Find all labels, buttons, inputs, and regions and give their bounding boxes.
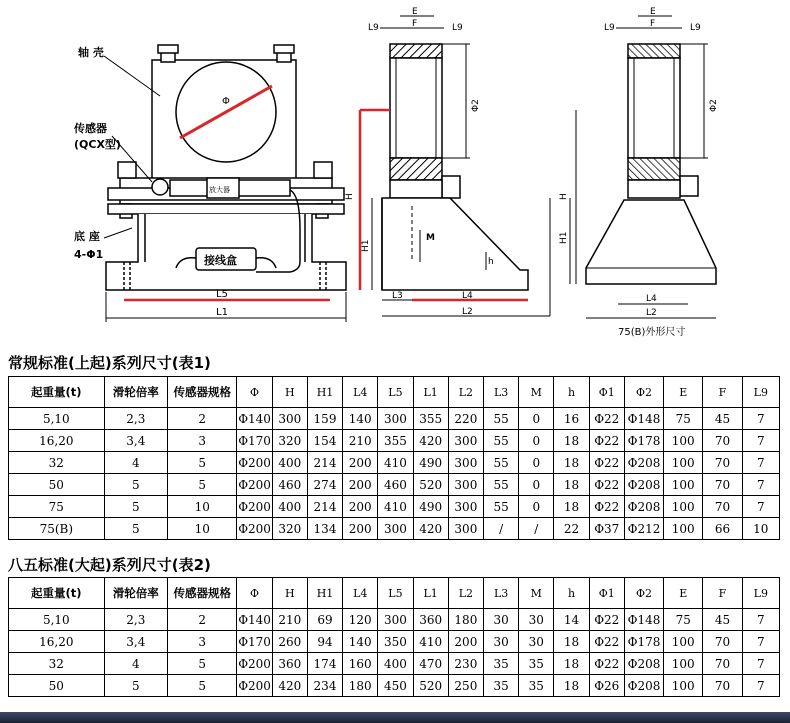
- table-cell: 2: [168, 408, 237, 430]
- table-cell: 55: [483, 408, 518, 430]
- table-cell: 7: [742, 452, 779, 474]
- table2-header-cell: L1: [413, 578, 448, 609]
- dim-right-l2: L2: [646, 308, 657, 318]
- table-cell: /: [519, 518, 554, 540]
- table-cell: 75: [664, 408, 703, 430]
- table-cell: 7: [742, 408, 779, 430]
- table-cell: 70: [703, 452, 742, 474]
- table-cell: 100: [664, 430, 703, 452]
- dim-mid-f: F: [412, 19, 418, 29]
- table-cell: 3,4: [104, 430, 167, 452]
- table-cell: 320: [272, 518, 307, 540]
- table-cell: 22: [554, 518, 589, 540]
- table1-header-cell: H: [272, 377, 307, 408]
- table1-header-cell: M: [519, 377, 554, 408]
- table-cell: 420: [413, 430, 448, 452]
- table-cell: 30: [519, 609, 554, 631]
- table-cell: 140: [343, 408, 378, 430]
- table2-header-cell: H: [272, 578, 307, 609]
- table-cell: 50: [9, 675, 105, 697]
- table-cell: 32: [9, 452, 105, 474]
- table-cell: 360: [413, 609, 448, 631]
- table1-header-cell: 起重量(t): [9, 377, 105, 408]
- table-cell: 140: [343, 631, 378, 653]
- table-cell: 7: [742, 496, 779, 518]
- table-cell: Φ208: [624, 452, 663, 474]
- table-cell: 18: [554, 452, 589, 474]
- table-cell: Φ178: [624, 430, 663, 452]
- table-cell: 35: [483, 653, 518, 675]
- table1-header-cell: 滑轮倍率: [104, 377, 167, 408]
- table-cell: Φ148: [624, 408, 663, 430]
- table-cell: 300: [378, 609, 413, 631]
- table-row: [9, 452, 780, 474]
- table2-header-cell: F: [703, 578, 742, 609]
- table-cell: 0: [519, 430, 554, 452]
- callout-sensor-model: (QCX型): [74, 138, 121, 151]
- table1-body: [9, 408, 780, 540]
- table2-header-cell: L5: [378, 578, 413, 609]
- table1-header-cell: F: [703, 377, 742, 408]
- table-cell: 75(B): [9, 518, 105, 540]
- table-cell: 35: [519, 675, 554, 697]
- table-cell: 94: [307, 631, 342, 653]
- table-cell: Φ208: [624, 474, 663, 496]
- table-cell: 70: [703, 474, 742, 496]
- dim-right-l4: L4: [646, 294, 657, 304]
- table-cell: /: [483, 518, 518, 540]
- table2-header-cell: 传感器规格: [168, 578, 237, 609]
- table1: [8, 376, 780, 540]
- table-cell: Φ200: [237, 474, 272, 496]
- table-cell: 5: [168, 452, 237, 474]
- dim-l5: L5: [216, 289, 228, 300]
- table2-header-cell: 起重量(t): [9, 578, 105, 609]
- dim-mid-m: M: [426, 233, 435, 243]
- table-cell: 70: [703, 496, 742, 518]
- table-cell: Φ22: [589, 474, 624, 496]
- dim-diameter: Φ: [222, 96, 230, 107]
- dim-mid-h1: H1: [361, 239, 371, 252]
- table-cell: 260: [272, 631, 307, 653]
- table-cell: 460: [378, 474, 413, 496]
- table1-title: 常规标准(上起)系列尺寸(表1): [8, 354, 211, 372]
- table-cell: 55: [483, 496, 518, 518]
- table-cell: Φ208: [624, 653, 663, 675]
- table-cell: 30: [483, 609, 518, 631]
- table-cell: 450: [378, 675, 413, 697]
- table2-header-cell: Φ2: [624, 578, 663, 609]
- table-cell: 2,3: [104, 609, 167, 631]
- table2: [8, 577, 780, 697]
- table-row: [9, 653, 780, 675]
- table-cell: 200: [343, 452, 378, 474]
- table-cell: 214: [307, 452, 342, 474]
- table-cell: Φ170: [237, 430, 272, 452]
- table-cell: 4: [104, 653, 167, 675]
- table-row: [9, 631, 780, 653]
- table-cell: 70: [703, 430, 742, 452]
- table-cell: 5,10: [9, 609, 105, 631]
- technical-drawings: [0, 0, 790, 350]
- table-cell: 160: [343, 653, 378, 675]
- table-cell: 460: [272, 474, 307, 496]
- table-cell: 220: [448, 408, 483, 430]
- table-cell: 355: [378, 430, 413, 452]
- table2-header-cell: L4: [343, 578, 378, 609]
- table-cell: 18: [554, 653, 589, 675]
- table-cell: 7: [742, 430, 779, 452]
- dim-mid-phi2: Φ2: [471, 99, 481, 112]
- table-row: [9, 518, 780, 540]
- table-cell: Φ208: [624, 496, 663, 518]
- table-cell: 66: [703, 518, 742, 540]
- table-cell: Φ22: [589, 408, 624, 430]
- table-cell: Φ208: [624, 675, 663, 697]
- dim-mid-e: E: [412, 7, 418, 17]
- table-cell: 154: [307, 430, 342, 452]
- callout-shell: 轴 壳: [78, 46, 104, 59]
- callout-holes: 4-Φ1: [74, 248, 104, 261]
- table-cell: 300: [448, 518, 483, 540]
- table-cell: 0: [519, 474, 554, 496]
- table2-header-cell: L3: [483, 578, 518, 609]
- table1-header-cell: Φ: [237, 377, 272, 408]
- table-cell: 55: [483, 452, 518, 474]
- table-cell: 490: [413, 496, 448, 518]
- dim-mid-l9a: L9: [368, 23, 379, 33]
- table-row: [9, 408, 780, 430]
- table-cell: 400: [272, 452, 307, 474]
- table-cell: 490: [413, 452, 448, 474]
- table-cell: 30: [483, 631, 518, 653]
- table2-header-cell: H1: [307, 578, 342, 609]
- table-cell: 400: [378, 653, 413, 675]
- label-junction-box: 接线盒: [204, 254, 237, 267]
- table-cell: 5: [104, 675, 167, 697]
- table1-header-cell: 传感器规格: [168, 377, 237, 408]
- table-cell: 360: [272, 653, 307, 675]
- table-cell: Φ22: [589, 452, 624, 474]
- table1-header-cell: E: [664, 377, 703, 408]
- table-cell: 230: [448, 653, 483, 675]
- dim-mid-l9b: L9: [452, 23, 463, 33]
- table-cell: 0: [519, 452, 554, 474]
- 75b-view-drawing: [570, 16, 716, 318]
- callout-sensor: 传感器: [74, 122, 107, 135]
- table-cell: 300: [378, 408, 413, 430]
- table-cell: 234: [307, 675, 342, 697]
- table-cell: 400: [272, 496, 307, 518]
- table-cell: 7: [742, 631, 779, 653]
- table-cell: 180: [448, 609, 483, 631]
- table-cell: 470: [413, 653, 448, 675]
- dim-l1: L1: [216, 307, 228, 318]
- table-cell: 100: [664, 518, 703, 540]
- table-cell: Φ148: [624, 609, 663, 631]
- table-cell: Φ22: [589, 631, 624, 653]
- table-cell: 7: [742, 609, 779, 631]
- table-cell: 16,20: [9, 631, 105, 653]
- dim-right-f: F: [650, 19, 656, 29]
- table-cell: Φ26: [589, 675, 624, 697]
- table-cell: 5: [168, 653, 237, 675]
- table-cell: 30: [519, 631, 554, 653]
- table-row: [9, 474, 780, 496]
- table-cell: 300: [378, 518, 413, 540]
- bottom-bar: [0, 712, 790, 723]
- dim-right-h1: H1: [559, 231, 569, 244]
- table-cell: Φ140: [237, 609, 272, 631]
- table-cell: 70: [703, 653, 742, 675]
- table-cell: Φ178: [624, 631, 663, 653]
- table2-header-cell: Φ1: [589, 578, 624, 609]
- dim-right-h: H: [559, 193, 569, 200]
- table2-header-cell: L9: [742, 578, 779, 609]
- table-cell: 410: [378, 452, 413, 474]
- table-cell: 5: [104, 518, 167, 540]
- table1-header-cell: L5: [378, 377, 413, 408]
- table-cell: 35: [483, 675, 518, 697]
- table-cell: 18: [554, 675, 589, 697]
- table-row: [9, 609, 780, 631]
- table1-header-row: [9, 377, 780, 408]
- table1-header-cell: L4: [343, 377, 378, 408]
- table-cell: 300: [448, 474, 483, 496]
- table-cell: 210: [272, 609, 307, 631]
- table-cell: 5,10: [9, 408, 105, 430]
- table-cell: 180: [343, 675, 378, 697]
- table-cell: 100: [664, 452, 703, 474]
- callout-base: 底 座: [74, 230, 100, 243]
- table-cell: 70: [703, 631, 742, 653]
- table-cell: 0: [519, 408, 554, 430]
- table-cell: 100: [664, 474, 703, 496]
- table-cell: 159: [307, 408, 342, 430]
- table2-header-cell: E: [664, 578, 703, 609]
- dim-mid-l4: L4: [462, 291, 473, 301]
- table1-header-cell: h: [554, 377, 589, 408]
- label-amplifier: 放大器: [209, 186, 230, 194]
- table-cell: Φ200: [237, 653, 272, 675]
- table-cell: 7: [742, 675, 779, 697]
- table-row: [9, 675, 780, 697]
- table2-header-cell: Φ: [237, 578, 272, 609]
- table1-header-cell: Φ2: [624, 377, 663, 408]
- table-cell: Φ200: [237, 675, 272, 697]
- table-cell: 0: [519, 496, 554, 518]
- table-cell: Φ22: [589, 653, 624, 675]
- table-cell: 100: [664, 496, 703, 518]
- table-cell: 174: [307, 653, 342, 675]
- table-cell: 200: [343, 518, 378, 540]
- table-cell: 7: [742, 653, 779, 675]
- table-cell: 2,3: [104, 408, 167, 430]
- table-cell: 45: [703, 408, 742, 430]
- table-cell: 10: [742, 518, 779, 540]
- table-cell: 55: [483, 430, 518, 452]
- table-cell: 5: [104, 496, 167, 518]
- dim-mid-l2: L2: [462, 307, 473, 317]
- table-cell: 100: [664, 653, 703, 675]
- table1-header-cell: L2: [448, 377, 483, 408]
- table-cell: 320: [272, 430, 307, 452]
- table-cell: 2: [168, 609, 237, 631]
- table-cell: 134: [307, 518, 342, 540]
- table1-header-cell: Φ1: [589, 377, 624, 408]
- side-view-drawing: [360, 16, 550, 316]
- table-cell: 214: [307, 496, 342, 518]
- table-cell: 200: [448, 631, 483, 653]
- table-row: [9, 430, 780, 452]
- table-cell: 5: [168, 675, 237, 697]
- table-cell: 50: [9, 474, 105, 496]
- dim-right-l9b: L9: [690, 23, 701, 33]
- table-cell: 410: [378, 496, 413, 518]
- dim-right-e: E: [650, 7, 656, 17]
- table-cell: 16: [554, 408, 589, 430]
- table-cell: 5: [104, 474, 167, 496]
- table1-header-cell: H1: [307, 377, 342, 408]
- table-cell: 300: [448, 430, 483, 452]
- table-cell: 3: [168, 430, 237, 452]
- table-cell: 18: [554, 474, 589, 496]
- table2-body: [9, 609, 780, 697]
- table-cell: 200: [343, 496, 378, 518]
- table-cell: 70: [703, 675, 742, 697]
- table-cell: 4: [104, 452, 167, 474]
- table-cell: 420: [272, 675, 307, 697]
- table-cell: Φ200: [237, 518, 272, 540]
- table-cell: Φ212: [624, 518, 663, 540]
- dim-mid-l3: L3: [392, 291, 403, 301]
- table-cell: Φ200: [237, 496, 272, 518]
- table-cell: Φ170: [237, 631, 272, 653]
- table1-header-cell: L9: [742, 377, 779, 408]
- table-cell: Φ37: [589, 518, 624, 540]
- table2-header-cell: h: [554, 578, 589, 609]
- dim-mid-h: H: [345, 193, 355, 200]
- table-cell: 18: [554, 430, 589, 452]
- caption-75b: 75(B)外形尺寸: [618, 327, 686, 338]
- table-cell: 18: [554, 631, 589, 653]
- dim-right-phi2: Φ2: [709, 99, 719, 112]
- table-cell: 7: [742, 474, 779, 496]
- table-cell: 3,4: [104, 631, 167, 653]
- table-cell: 355: [413, 408, 448, 430]
- table-cell: Φ22: [589, 430, 624, 452]
- table-cell: 35: [519, 653, 554, 675]
- table-cell: 10: [168, 496, 237, 518]
- table-cell: 18: [554, 496, 589, 518]
- table-row: [9, 496, 780, 518]
- table-cell: 14: [554, 609, 589, 631]
- table2-header-row: [9, 578, 780, 609]
- table-cell: 100: [664, 631, 703, 653]
- table-cell: 274: [307, 474, 342, 496]
- table-cell: 250: [448, 675, 483, 697]
- table-cell: 45: [703, 609, 742, 631]
- table-cell: 32: [9, 653, 105, 675]
- table2-header-cell: M: [519, 578, 554, 609]
- table-cell: 210: [343, 430, 378, 452]
- table-cell: Φ22: [589, 496, 624, 518]
- table-cell: 300: [448, 496, 483, 518]
- table2-header-cell: 滑轮倍率: [104, 578, 167, 609]
- table-cell: 100: [664, 675, 703, 697]
- table-cell: 75: [664, 609, 703, 631]
- dim-right-l9a: L9: [604, 23, 615, 33]
- table-cell: Φ140: [237, 408, 272, 430]
- table-cell: 520: [413, 474, 448, 496]
- table2-header-cell: L2: [448, 578, 483, 609]
- table-cell: 300: [272, 408, 307, 430]
- table-cell: 10: [168, 518, 237, 540]
- table-cell: 300: [448, 452, 483, 474]
- table-cell: 16,20: [9, 430, 105, 452]
- table1-header-cell: L1: [413, 377, 448, 408]
- table-cell: 200: [343, 474, 378, 496]
- front-view-drawing: [104, 45, 346, 322]
- table-cell: 75: [9, 496, 105, 518]
- table1-header-cell: L3: [483, 377, 518, 408]
- table2-title: 八五标准(大起)系列尺寸(表2): [8, 556, 211, 574]
- table-cell: 5: [168, 474, 237, 496]
- table-cell: 420: [413, 518, 448, 540]
- table-cell: 69: [307, 609, 342, 631]
- dim-mid-h-small: h: [488, 257, 494, 267]
- table-cell: 120: [343, 609, 378, 631]
- table-cell: 520: [413, 675, 448, 697]
- table-cell: 350: [378, 631, 413, 653]
- table-cell: 410: [413, 631, 448, 653]
- table-cell: 3: [168, 631, 237, 653]
- table-cell: Φ200: [237, 452, 272, 474]
- table-cell: 55: [483, 474, 518, 496]
- table-cell: Φ22: [589, 609, 624, 631]
